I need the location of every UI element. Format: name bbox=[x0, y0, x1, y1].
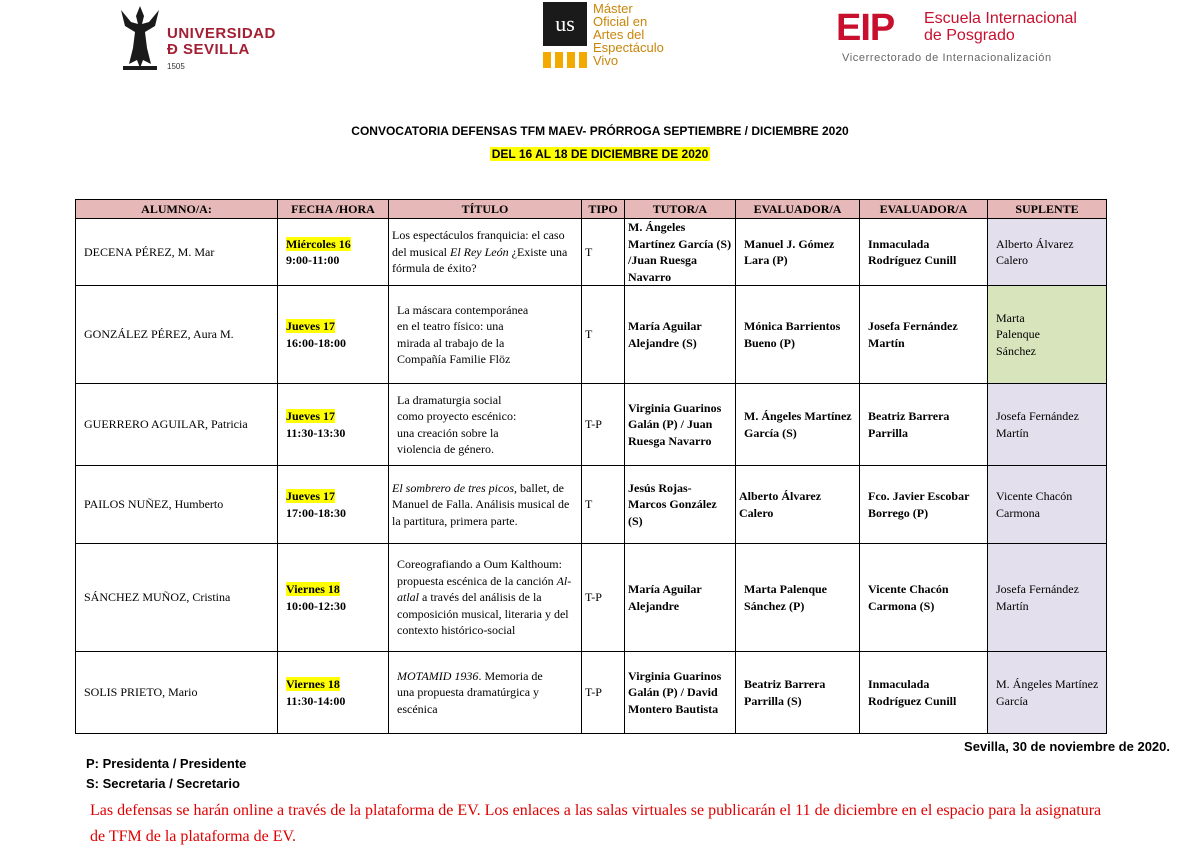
header-alumno: ALUMNO/A: bbox=[76, 200, 278, 219]
cell-fecha bbox=[278, 544, 389, 652]
cell-tutor: Virginia Guarinos Galán (P) / David Montero Bautista bbox=[625, 652, 736, 734]
header-tipo: TIPO bbox=[582, 200, 625, 219]
table-row bbox=[76, 466, 1107, 544]
maev-logo bbox=[543, 2, 703, 70]
cell-fecha bbox=[278, 286, 389, 384]
cell-tipo: T-P bbox=[582, 544, 625, 652]
cell-suplente: Vicente Chacón Carmona bbox=[988, 466, 1107, 544]
cell-titulo: Coreografiando a Oum Kalthoum: propuesta escénica de la canción Al-atlal a través del análisis de la composición musical, literaria y del contexto histórico-social bbox=[389, 544, 582, 652]
table-row bbox=[76, 384, 1107, 466]
cell-tipo: T-P bbox=[582, 384, 625, 466]
cell-alumno: PAILOS NUÑEZ, Humberto bbox=[76, 466, 278, 544]
cell-tutor: María Aguilar Alejandre bbox=[625, 544, 736, 652]
table-header-row bbox=[76, 200, 1107, 219]
cell-dia: Viernes 18 bbox=[286, 677, 340, 691]
cell-evaluador-2: Josefa Fernández Martín bbox=[860, 286, 988, 384]
cell-suplente: Alberto Álvarez Calero bbox=[988, 219, 1107, 286]
cell-dia: Jueves 17 bbox=[286, 319, 335, 333]
cell-fecha bbox=[278, 384, 389, 466]
eip-logo bbox=[836, 8, 1106, 68]
cell-hora: 11:30-13:30 bbox=[286, 425, 346, 440]
eip-name: Escuela Internacional de Posgrado bbox=[924, 10, 1077, 44]
header-tutor: TUTOR/A bbox=[625, 200, 736, 219]
header-titulo: TÍTULO bbox=[389, 200, 582, 219]
eip-subtitle: Vicerrectorado de Internacionalización bbox=[842, 52, 1052, 64]
cell-tutor: Jesús Rojas-Marcos González (S) bbox=[625, 466, 736, 544]
defenses-table bbox=[75, 199, 1107, 734]
document-title: CONVOCATORIA DEFENSAS TFM MAEV- PRÓRROGA SEPTIEMBRE / DICIEMBRE 2020 bbox=[351, 124, 849, 138]
cell-titulo: Los espectáculos franquicia: el caso del musical El Rey León ¿Existe una fórmula de éxito? bbox=[389, 219, 582, 286]
cell-suplente: M. Ángeles Martínez García bbox=[988, 652, 1107, 734]
header-evaluador-1: EVALUADOR/A bbox=[736, 200, 860, 219]
table-row bbox=[76, 219, 1107, 286]
cell-evaluador-1: Manuel J. Gómez Lara (P) bbox=[736, 219, 860, 286]
header-suplente: SUPLENTE bbox=[988, 200, 1107, 219]
cell-titulo: La máscara contemporánea en el teatro físico: una mirada al trabajo de la Compañía Familie Flöz bbox=[389, 286, 582, 384]
universidad-sevilla-logo bbox=[105, 2, 280, 72]
cell-fecha bbox=[278, 466, 389, 544]
angel-crest-icon bbox=[115, 2, 165, 72]
cell-evaluador-1: M. Ángeles Martínez García (S) bbox=[736, 384, 860, 466]
cell-titulo: MOTAMID 1936. Memoria de una propuesta dramatúrgica y escénica bbox=[389, 652, 582, 734]
cell-hora: 9:00-11:00 bbox=[286, 253, 340, 267]
cell-evaluador-1: Beatriz Barrera Parrilla (S) bbox=[736, 652, 860, 734]
squares-icon bbox=[543, 52, 593, 68]
cell-evaluador-2: Inmaculada Rodríguez Cunill bbox=[860, 219, 988, 286]
cell-tipo: T bbox=[582, 466, 625, 544]
cell-tipo: T bbox=[582, 219, 625, 286]
university-name: UNIVERSIDAD Ð SEVILLA bbox=[167, 25, 276, 58]
cell-titulo: La dramaturgia social como proyecto escénico: una creación sobre la violencia de género. bbox=[389, 384, 582, 466]
cell-alumno: SÁNCHEZ MUÑOZ, Cristina bbox=[76, 544, 278, 652]
cell-dia: Viernes 18 bbox=[286, 582, 340, 596]
cell-alumno: SOLIS PRIETO, Mario bbox=[76, 652, 278, 734]
cell-fecha bbox=[278, 652, 389, 734]
maev-mark: us bbox=[543, 2, 587, 46]
cell-hora: 11:30-14:00 bbox=[286, 693, 346, 708]
cell-hora: 16:00-18:00 bbox=[286, 335, 346, 350]
header-fecha: FECHA /HORA bbox=[278, 200, 389, 219]
table-row bbox=[76, 544, 1107, 652]
cell-tipo: T-P bbox=[582, 652, 625, 734]
university-year: 1505 bbox=[167, 62, 185, 71]
cell-evaluador-2: Beatriz Barrera Parrilla bbox=[860, 384, 988, 466]
cell-dia: Miércoles 16 bbox=[286, 236, 351, 251]
document-date: Sevilla, 30 de noviembre de 2020. bbox=[964, 739, 1170, 754]
cell-tutor: Virginia Guarinos Galán (P) / Juan Ruesga Navarro bbox=[625, 384, 736, 466]
cell-tipo: T bbox=[582, 286, 625, 384]
document-subtitle bbox=[0, 147, 1200, 161]
cell-fecha bbox=[278, 219, 389, 286]
cell-hora: 17:00-18:30 bbox=[286, 505, 346, 520]
cell-evaluador-2: Vicente Chacón Carmona (S) bbox=[860, 544, 988, 652]
cell-alumno: GUERRERO AGUILAR, Patricia bbox=[76, 384, 278, 466]
header-evaluador-2: EVALUADOR/A bbox=[860, 200, 988, 219]
cell-hora: 10:00-12:30 bbox=[286, 598, 346, 613]
cell-evaluador-2: Inmaculada Rodríguez Cunill bbox=[860, 652, 988, 734]
eip-mark: EIP bbox=[836, 7, 895, 49]
maev-text: Máster Oficial en Artes del Espectáculo Vivo bbox=[593, 1, 664, 68]
table-row bbox=[76, 652, 1107, 734]
cell-dia: Jueves 17 bbox=[286, 409, 335, 423]
cell-suplente: Josefa Fernández Martín bbox=[988, 384, 1107, 466]
table-row bbox=[76, 286, 1107, 384]
cell-tutor: M. Ángeles Martínez García (S) /Juan Ruesga Navarro bbox=[625, 219, 736, 286]
cell-evaluador-1: Mónica Barrientos Bueno (P) bbox=[736, 286, 860, 384]
cell-tutor: María Aguilar Alejandre (S) bbox=[625, 286, 736, 384]
cell-dia: Jueves 17 bbox=[286, 489, 335, 503]
cell-suplente: Marta Palenque Sánchez bbox=[988, 286, 1107, 384]
online-note: Las defensas se harán online a través de la plataforma de EV. Los enlaces a las salas virtuales se publicarán el 11 de diciembre en el espacio para la asignatura de TFM de la plataforma de EV. bbox=[90, 802, 1102, 845]
cell-alumno: DECENA PÉREZ, M. Mar bbox=[76, 219, 278, 286]
legend-secretario: S: Secretaria / Secretario bbox=[86, 776, 240, 791]
cell-suplente: Josefa Fernández Martín bbox=[988, 544, 1107, 652]
cell-evaluador-1: Marta Palenque Sánchez (P) bbox=[736, 544, 860, 652]
subtitle-highlight: DEL 16 AL 18 DE DICIEMBRE DE 2020 bbox=[491, 147, 709, 161]
legend-presidente: P: Presidenta / Presidente bbox=[86, 756, 247, 771]
cell-alumno: GONZÁLEZ PÉREZ, Aura M. bbox=[76, 286, 278, 384]
cell-titulo: El sombrero de tres picos, ballet, de Manuel de Falla. Análisis musical de la partitura, primera parte. bbox=[389, 466, 582, 544]
cell-evaluador-2: Fco. Javier Escobar Borrego (P) bbox=[860, 466, 988, 544]
cell-evaluador-1: Alberto Álvarez Calero bbox=[736, 466, 860, 544]
